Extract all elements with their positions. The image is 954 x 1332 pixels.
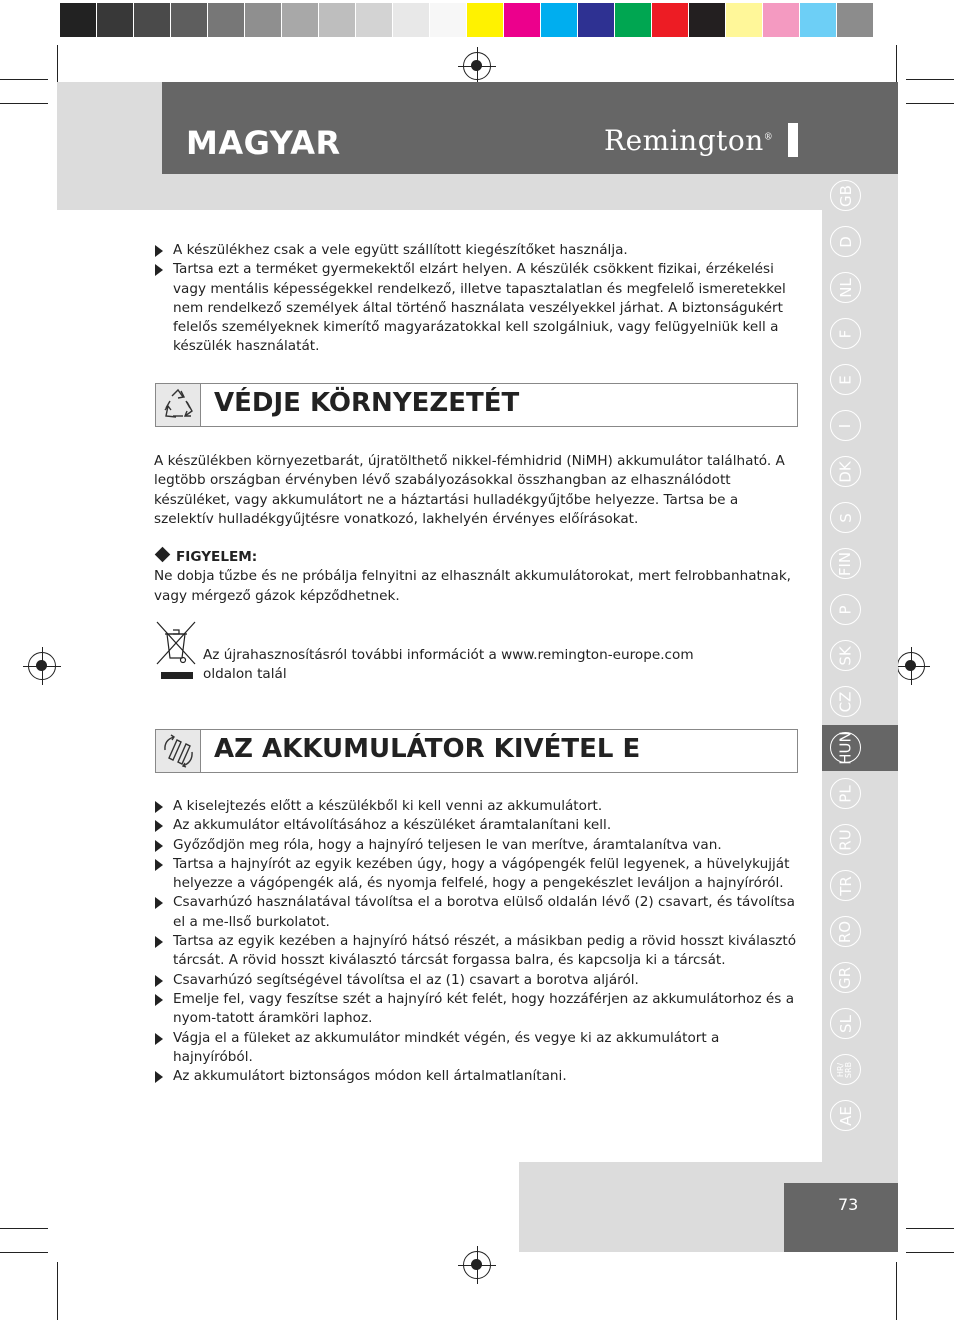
crop-mark (0, 1228, 48, 1229)
section-title: AZ AKKUMULÁTOR KIVÉTEL E (214, 734, 641, 764)
color-swatch (504, 3, 540, 37)
color-swatch (319, 3, 355, 37)
color-swatch (282, 3, 318, 37)
list-item: Győződjön meg róla, hogy a hajnyíró teljesen le van merítve, áramtalanítva van. (154, 836, 800, 855)
language-tab[interactable] (830, 732, 861, 763)
language-tab[interactable] (830, 824, 861, 855)
language-code: GB (836, 184, 855, 207)
color-swatch (652, 3, 688, 37)
color-swatch (615, 3, 651, 37)
battery-removal-icon (156, 730, 201, 772)
battery-removal-steps (154, 797, 800, 1086)
language-code: RO (836, 920, 855, 943)
section-header-environment (155, 383, 798, 427)
language-code: I (836, 423, 855, 428)
language-tab[interactable] (830, 1054, 861, 1085)
color-swatch (430, 3, 466, 37)
brand-bar (788, 123, 798, 157)
color-swatch (60, 3, 96, 37)
color-swatch (134, 3, 170, 37)
language-code: DK (836, 460, 855, 483)
list-item: Emelje fel, vagy feszítse szét a hajnyíró két felét, hogy hozzáférjen az akkumulátorhoz és a nyom-tatott áramköri laphoz. (154, 990, 800, 1029)
crop-mark (906, 79, 954, 80)
language-tab[interactable] (830, 318, 861, 349)
crop-mark (906, 1252, 954, 1253)
color-swatch (837, 3, 873, 37)
crop-mark (0, 1252, 48, 1253)
crop-mark (896, 1262, 897, 1320)
list-item: A kiselejtezés előtt a készülékből ki kell venni az akkumulátort. (154, 797, 800, 816)
language-code: SL (836, 1014, 855, 1033)
list-item: Tartsa ezt a terméket gyermekektől elzárt helyen. A készülék csökkent fizikai, érzékelési vagy mentális képességekkel rendelkező, illetve tapasztalatlan és megfelelő ismeretekkel nem rendelkező személyek által történő használata veszélyekkel járhat. A biztonságukért felelős személyeknek kimerítő magyarázatokkal kell szolgálniuk, vagy felügyelniük kell a készülék használatát. (154, 260, 800, 356)
color-swatch (393, 3, 429, 37)
list-item: A készülékhez csak a vele együtt szállított kiegészítőket használja. (154, 241, 800, 260)
registration-mark (463, 52, 491, 80)
color-swatch (171, 3, 207, 37)
color-swatch (689, 3, 725, 37)
registration-mark (463, 1251, 491, 1279)
crop-mark (0, 103, 48, 104)
section-header-battery-removal (155, 729, 798, 773)
crop-mark (57, 1262, 58, 1320)
language-tab[interactable] (830, 916, 861, 947)
color-swatch (97, 3, 133, 37)
list-item: Tartsa a hajnyírót az egyik kezében úgy, hogy a vágópengék felül legyenek, a hüvelykujját helyezze a vágópengék alá, és nyomja felfelé, hogy a pengekészlet leváljon a hajnyíróról. (154, 855, 800, 894)
language-tab[interactable] (830, 962, 861, 993)
language-code: D (836, 235, 855, 248)
language-tab[interactable] (830, 502, 861, 533)
language-code: AE (836, 1105, 855, 1126)
crop-mark (0, 79, 48, 80)
color-calibration-bar (60, 3, 874, 37)
list-item: Az akkumulátort biztonságos módon kell ártalmatlanítani. (154, 1067, 800, 1086)
language-code: TR (836, 875, 855, 896)
color-swatch (245, 3, 281, 37)
warning-text: Ne dobja tűzbe és ne próbálja felnyitni az elhasznált akkumulátorokat, mert felrobbanhatnak, vagy mérgező gázok képződhetnek. (154, 568, 792, 604)
warning-title: FIGYELEM: (176, 549, 258, 565)
color-swatch (726, 3, 762, 37)
color-swatch (467, 3, 503, 37)
language-tab[interactable] (830, 1100, 861, 1131)
language-tab[interactable] (830, 594, 861, 625)
color-swatch (763, 3, 799, 37)
language-code: F (836, 329, 855, 338)
language-code: NL (836, 277, 855, 298)
language-tab[interactable] (830, 456, 861, 487)
color-swatch (578, 3, 614, 37)
language-code: HUN (836, 730, 855, 765)
page-number: 73 (838, 1195, 859, 1214)
recycle-icon (156, 384, 201, 426)
page-title: MAGYAR (186, 124, 341, 162)
brand-logo: Remington® (604, 124, 774, 157)
registration-mark (28, 652, 56, 680)
list-item: Tartsa az egyik kezében a hajnyíró hátsó részét, a másikban pedig a rövid hosszt kiválasztó tárcsát. A rövid hosszt kiválasztó tárcsát forgassa balra, és kapcsolja ki a tárcsát. (154, 932, 800, 971)
color-swatch (356, 3, 392, 37)
list-item: Az akkumulátor eltávolításához a készüléket áramtalanítani kell. (154, 816, 800, 835)
recycling-info-text: Az újrahasznosításról további információt a www.remington-europe.com oldalon talál (203, 647, 694, 683)
language-code: HR/ SRB (836, 1061, 854, 1078)
color-swatch (541, 3, 577, 37)
list-item: Csavarhúzó segítségével távolítsa el az (1) csavart a borotva aljáról. (154, 971, 800, 990)
section-title: VÉDJE KÖRNYEZETÉT (214, 388, 520, 418)
language-tab[interactable] (830, 410, 861, 441)
list-item: Vágja el a füleket az akkumulátor mindkét végén, és vegye ki az akkumulátort a hajnyíróból. (154, 1029, 800, 1068)
language-code: PL (836, 784, 855, 803)
language-tab[interactable] (830, 870, 861, 901)
language-tab[interactable] (830, 180, 861, 211)
language-tab[interactable] (830, 226, 861, 257)
paragraph: A készülékben környezetbarát, újratölthető nikkel-fémhidrid (NiMH) akkumulátor található. A legtöbb országban érvényben lévő szabályozásokkal összhangban az elhasználódott készüléket, vagy akkumulátort ne a háztartási hulladékgyűjtőbe helyezze. Tartsa be a szelektív hulladékgyűjtésre vonatkozó, lakhelyén érvényes előírásokat. (154, 453, 785, 527)
warning-block (154, 548, 800, 606)
language-tab[interactable] (830, 686, 861, 717)
language-code: P (836, 604, 855, 615)
crop-mark (906, 103, 954, 104)
language-code: RU (836, 828, 855, 851)
intro-section (154, 241, 800, 357)
language-code: S (836, 512, 855, 523)
language-code: SK (836, 645, 855, 666)
list-item: Csavarhúzó használatával távolítsa el a borotva elülső oldalán lévő (2) csavart, és távolítsa el a me-llső burkolatot. (154, 893, 800, 932)
color-swatch (208, 3, 244, 37)
registration-mark (897, 652, 925, 680)
warning-icon (155, 547, 171, 563)
crossed-bin-icon (155, 620, 197, 682)
language-code: E (836, 374, 855, 385)
crop-mark (906, 1228, 954, 1229)
language-tab[interactable] (830, 548, 861, 579)
page-number-box (784, 1183, 898, 1252)
language-code: FIN (836, 551, 855, 576)
color-swatch (800, 3, 836, 37)
language-tab[interactable] (830, 778, 861, 809)
language-tab[interactable] (830, 1008, 861, 1039)
language-tab[interactable] (830, 364, 861, 395)
language-code: CZ (836, 691, 855, 712)
language-tab[interactable] (830, 272, 861, 303)
environment-text (154, 452, 800, 529)
language-tab[interactable] (830, 640, 861, 671)
language-code: GR (836, 966, 855, 989)
